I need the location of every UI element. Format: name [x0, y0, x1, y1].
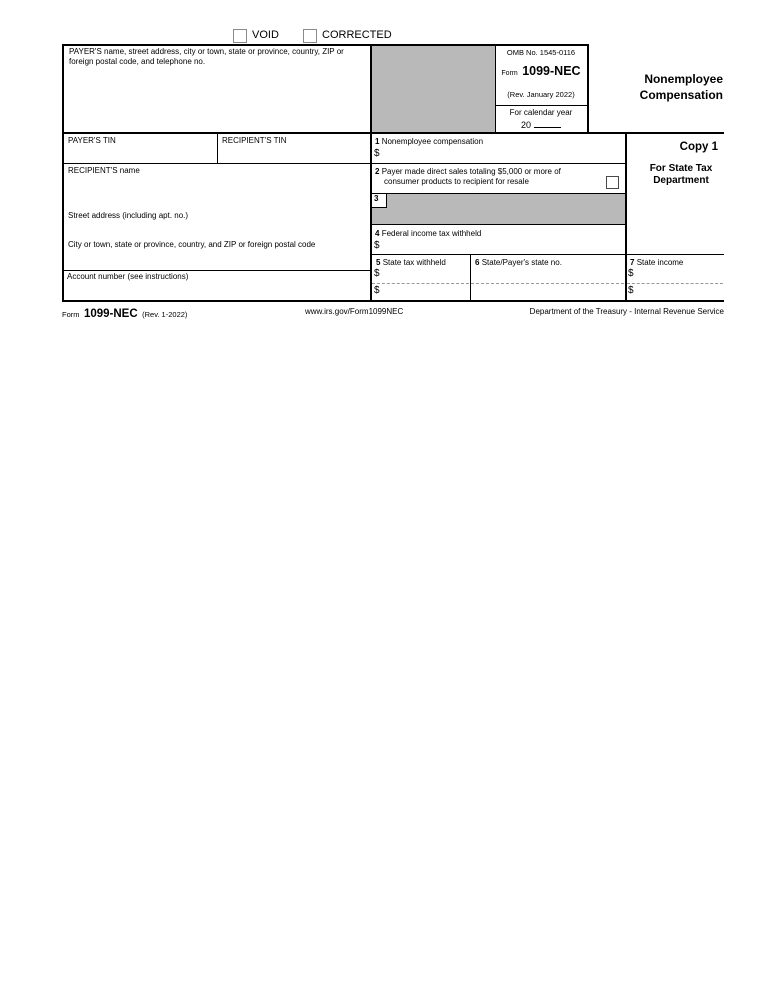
form-left-border: [62, 44, 64, 302]
box4-label: 4 Federal income tax withheld: [375, 229, 482, 238]
omb-split-line: [495, 105, 588, 106]
account-top-line: [62, 270, 371, 271]
box5-dollar-sign-1: $: [374, 268, 380, 279]
box5-dollar-sign-2: $: [374, 285, 380, 296]
calendar-year-label: For calendar year: [509, 108, 573, 117]
footer-form-number: 1099-NEC: [83, 308, 138, 320]
recipient-name-field[interactable]: [66, 178, 366, 208]
box4-dollar-sign: $: [374, 240, 380, 251]
account-number-field[interactable]: [66, 284, 366, 298]
street-address-label: Street address (including apt. no.): [68, 211, 189, 220]
form-top-border: [62, 44, 589, 46]
form-title: [590, 71, 723, 103]
box7-number: 7: [630, 258, 635, 267]
form-number: 1099-NEC: [522, 64, 581, 78]
box1-dollar-sign: $: [374, 148, 380, 159]
box1-label: 1 Nonemployee compensation: [375, 137, 484, 146]
box5-box6-divider: [470, 255, 471, 300]
street-address-field[interactable]: [66, 222, 366, 237]
footer-url: www.irs.gov/Form1099NEC: [305, 307, 404, 316]
copy-destination-line2: Department: [653, 175, 709, 186]
box7-amount-field[interactable]: [639, 266, 723, 298]
box6-number: 6: [475, 258, 480, 267]
footer-revision: (Rev. 1-2022): [142, 310, 188, 319]
form-title-line2: Compensation: [639, 88, 723, 102]
form-word: Form: [501, 70, 518, 77]
box7-label: 7 State income: [630, 258, 684, 267]
box4-amount-field[interactable]: [385, 240, 620, 253]
calendar-year-prefix: 20: [520, 120, 531, 130]
calendar-year-field[interactable]: [534, 118, 561, 128]
box2-number: 2: [375, 167, 380, 176]
copy-destination-line1: For State Tax: [649, 163, 713, 174]
box3-shaded-area: [372, 194, 625, 224]
box3-number-cell: 3: [372, 194, 387, 208]
footer-agency: Department of the Treasury - Internal Revenue Service: [529, 307, 724, 316]
box2-label-line2: consumer products to recipient for resale: [384, 177, 529, 186]
city-label: City or town, state or province, country, and ZIP or foreign postal code: [68, 240, 316, 249]
box4-bottom-line: [371, 254, 724, 255]
city-field[interactable]: [66, 252, 366, 267]
box1-amount-field[interactable]: [385, 148, 620, 161]
footer-form-word: Form: [62, 310, 80, 319]
void-checkbox[interactable]: [233, 29, 247, 43]
box5-number: 5: [376, 258, 381, 267]
corrected-label: CORRECTED: [322, 29, 392, 41]
box5-label: 5 State tax withheld: [376, 258, 446, 267]
box6-label: 6 State/Payer's state no.: [475, 258, 562, 267]
tin-row-bottom-line: [62, 163, 626, 164]
box5-amount-field[interactable]: [385, 266, 468, 298]
form-title-line1: Nonemployee: [644, 72, 723, 86]
box1-number: 1: [375, 137, 380, 146]
omb-number: OMB No. 1545-0116: [506, 48, 576, 57]
footer-form-id: [62, 304, 187, 322]
form-number-block: [496, 62, 586, 80]
account-number-label: Account number (see instructions): [67, 272, 189, 281]
void-label: VOID: [252, 29, 279, 41]
copy-destination: [635, 163, 727, 187]
revision-label: (Rev. January 2022): [507, 90, 575, 99]
box3-bottom-line: [371, 224, 626, 225]
recipient-tin-field[interactable]: [220, 147, 368, 162]
box4-number: 4: [375, 229, 380, 238]
payer-tin-field[interactable]: [66, 147, 215, 162]
box2-label: 2 Payer made direct sales totaling $5,000 or more of: [375, 167, 561, 176]
copy-column-divider: [625, 133, 627, 302]
omb-right-line: [587, 44, 589, 133]
box6-state-number-field[interactable]: [473, 266, 623, 298]
payer-tin-label: PAYER'S TIN: [68, 136, 116, 145]
shaded-area-top: [372, 46, 495, 132]
box2-bottom-line: [371, 193, 626, 194]
copy-label: Copy 1: [679, 141, 718, 153]
recipient-name-label: RECIPIENT'S name: [68, 166, 140, 175]
tin-divider-line: [217, 133, 218, 163]
box7-dollar-sign-2: $: [628, 285, 634, 296]
box7-dollar-sign-1: $: [628, 268, 634, 279]
calendar-year-entry: [496, 118, 586, 130]
payer-info-label: PAYER'S name, street address, city or town, state or province, country, ZIP or foreign postal code, and telephone no.: [69, 47, 344, 66]
corrected-checkbox[interactable]: [303, 29, 317, 43]
recipient-tin-label: RECIPIENT'S TIN: [222, 136, 287, 145]
center-column-divider: [370, 44, 372, 302]
payer-info-field[interactable]: [66, 70, 366, 130]
box2-checkbox[interactable]: [606, 176, 619, 189]
